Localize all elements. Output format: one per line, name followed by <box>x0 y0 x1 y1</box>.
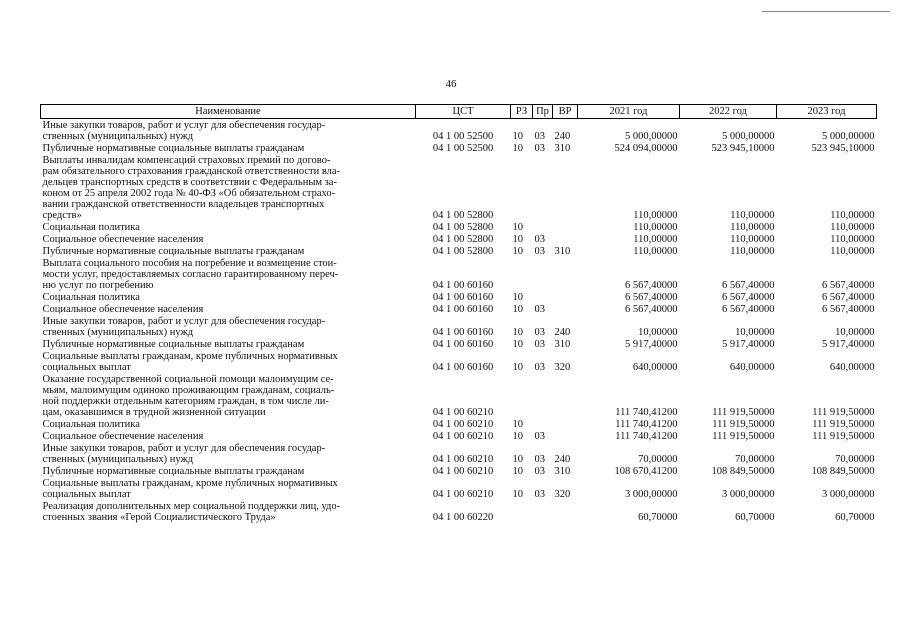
cell-name: Социальное обеспечение населения <box>42 431 204 442</box>
header-2023: 2023 год <box>777 105 877 119</box>
cell-name: Выплата социального пособия на погребение и возмещение стои- мости услуг, предоставляемых согласно гарантированному переч- ню услуг по погребению <box>42 258 339 291</box>
cell-cst: 04 1 00 60210 <box>432 419 494 430</box>
cell-pr: 03 <box>534 454 545 465</box>
cell-rz: 10 <box>512 131 523 142</box>
cell-y2021: 524 094,00000 <box>614 143 678 154</box>
cell-y2023: 5 000,00000 <box>822 131 875 142</box>
cell-vr: 320 <box>554 362 571 373</box>
header-rz: РЗ <box>511 105 533 119</box>
cell-cst: 04 1 00 60210 <box>432 466 494 477</box>
cell-cst: 04 1 00 52800 <box>432 222 494 233</box>
table-row <box>41 257 877 291</box>
cell-y2023: 110,00000 <box>830 210 875 221</box>
cell-cst: 04 1 00 52500 <box>432 131 494 142</box>
cell-name: Реализация дополнительных мер социальной поддержки лиц, удо- стоенных звания «Герой Социалистического Труда» <box>42 501 341 523</box>
cell-y2023: 640,00000 <box>829 362 875 373</box>
cell-cst: 04 1 00 52800 <box>432 234 494 245</box>
cell-y2021: 6 567,40000 <box>625 280 678 291</box>
cell-y2022: 6 567,40000 <box>722 280 775 291</box>
cell-name: Иные закупки товаров, работ и услуг для обеспечения государ- ственных (муниципальных) нужд <box>42 120 326 142</box>
cell-rz <box>511 257 533 291</box>
header-name: Наименование <box>41 105 416 119</box>
table-row <box>41 221 877 233</box>
cell-pr: 03 <box>534 466 545 477</box>
cell-y2022: 523 945,10000 <box>711 143 775 154</box>
cell-name: Социальная политика <box>42 292 140 303</box>
cell-name: Социальное обеспечение населения <box>42 234 204 245</box>
cell-pr <box>533 373 553 418</box>
cell-rz: 10 <box>512 419 523 430</box>
table-row <box>41 418 877 430</box>
cell-vr: 240 <box>554 131 571 142</box>
cell-pr: 03 <box>534 431 545 442</box>
cell-y2022: 6 567,40000 <box>722 304 775 315</box>
header-cst: ЦСТ <box>416 105 511 119</box>
cell-cst: 04 1 00 60210 <box>432 454 494 465</box>
cell-pr <box>533 291 553 303</box>
cell-rz: 10 <box>512 143 523 154</box>
cell-rz <box>511 154 533 221</box>
cell-cst: 04 1 00 60160 <box>432 362 494 373</box>
cell-rz: 10 <box>512 362 523 373</box>
cell-y2023: 10,00000 <box>835 327 875 338</box>
cell-cst: 04 1 00 60160 <box>432 280 494 291</box>
cell-vr <box>553 221 578 233</box>
cell-vr: 310 <box>554 246 571 257</box>
cell-name: Социальная политика <box>42 222 140 233</box>
cell-cst: 04 1 00 60210 <box>432 407 494 418</box>
cell-vr: 240 <box>554 327 571 338</box>
cell-vr <box>553 291 578 303</box>
cell-pr <box>533 257 553 291</box>
cell-pr: 03 <box>534 339 545 350</box>
table-row <box>41 350 877 373</box>
cell-y2023: 523 945,10000 <box>811 143 875 154</box>
cell-rz: 10 <box>512 222 523 233</box>
cell-vr <box>553 154 578 221</box>
cell-y2022: 10,00000 <box>735 327 775 338</box>
cell-y2022: 111 919,50000 <box>712 419 775 430</box>
table-header-row <box>41 105 877 119</box>
cell-cst: 04 1 00 52500 <box>432 143 494 154</box>
cell-cst: 04 1 00 60160 <box>432 327 494 338</box>
table-row <box>41 303 877 315</box>
cell-y2022: 110,00000 <box>730 234 775 245</box>
cell-y2021: 108 670,41200 <box>614 466 678 477</box>
cell-y2021: 10,00000 <box>638 327 678 338</box>
cell-name: Публичные нормативные социальные выплаты гражданам <box>42 466 305 477</box>
cell-pr: 03 <box>534 489 545 500</box>
cell-y2021: 6 567,40000 <box>625 304 678 315</box>
cell-y2022: 111 919,50000 <box>712 431 775 442</box>
cell-cst: 04 1 00 52800 <box>432 210 494 221</box>
cell-vr <box>553 430 578 442</box>
cell-pr: 03 <box>534 143 545 154</box>
cell-y2021: 110,00000 <box>633 210 678 221</box>
cell-pr: 03 <box>534 131 545 142</box>
cell-rz <box>511 500 533 523</box>
table-row <box>41 154 877 221</box>
cell-rz: 10 <box>512 327 523 338</box>
cell-y2023: 60,70000 <box>835 512 875 523</box>
cell-pr <box>533 221 553 233</box>
cell-y2021: 5 000,00000 <box>625 131 678 142</box>
cell-rz: 10 <box>512 304 523 315</box>
cell-cst: 04 1 00 60210 <box>432 489 494 500</box>
cell-name: Социальная политика <box>42 419 140 430</box>
header-2022: 2022 год <box>680 105 777 119</box>
cell-vr <box>553 257 578 291</box>
table-row <box>41 338 877 350</box>
cell-y2022: 70,00000 <box>735 454 775 465</box>
table-row <box>41 465 877 477</box>
cell-y2022: 3 000,00000 <box>722 489 775 500</box>
cell-y2021: 3 000,00000 <box>625 489 678 500</box>
cell-vr <box>553 418 578 430</box>
cell-pr <box>533 418 553 430</box>
cell-y2022: 108 849,50000 <box>711 466 775 477</box>
cell-y2023: 70,00000 <box>835 454 875 465</box>
cell-y2021: 640,00000 <box>632 362 678 373</box>
table-row <box>41 430 877 442</box>
cell-y2021: 111 740,41200 <box>615 419 678 430</box>
cell-vr <box>553 303 578 315</box>
cell-y2022: 5 000,00000 <box>722 131 775 142</box>
budget-table <box>40 104 877 523</box>
cell-rz: 10 <box>512 292 523 303</box>
table-row <box>41 291 877 303</box>
cell-y2022: 111 919,50000 <box>712 407 775 418</box>
cell-name: Публичные нормативные социальные выплаты гражданам <box>42 246 305 257</box>
cell-y2023: 111 919,50000 <box>812 419 875 430</box>
cell-y2023: 111 919,50000 <box>812 407 875 418</box>
cell-y2023: 6 567,40000 <box>822 304 875 315</box>
cell-vr <box>553 233 578 245</box>
cell-name: Иные закупки товаров, работ и услуг для обеспечения государ- ственных (муниципальных) нужд <box>42 316 326 338</box>
table-row <box>41 233 877 245</box>
cell-y2023: 108 849,50000 <box>811 466 875 477</box>
cell-vr <box>553 500 578 523</box>
table-row <box>41 442 877 465</box>
cell-rz: 10 <box>512 466 523 477</box>
cell-cst: 04 1 00 52800 <box>432 246 494 257</box>
cell-y2023: 110,00000 <box>830 234 875 245</box>
cell-y2022: 60,70000 <box>735 512 775 523</box>
cell-rz: 10 <box>512 234 523 245</box>
header-vr: ВР <box>553 105 578 119</box>
cell-rz <box>511 373 533 418</box>
cell-y2021: 60,70000 <box>638 512 678 523</box>
cell-y2022: 110,00000 <box>730 246 775 257</box>
cell-cst: 04 1 00 60160 <box>432 292 494 303</box>
cell-pr: 03 <box>534 327 545 338</box>
cell-y2021: 5 917,40000 <box>625 339 678 350</box>
cell-rz: 10 <box>512 339 523 350</box>
cell-pr: 03 <box>534 304 545 315</box>
cell-y2021: 110,00000 <box>633 222 678 233</box>
table-row <box>41 500 877 523</box>
cell-y2021: 110,00000 <box>633 246 678 257</box>
cell-name: Социальные выплаты гражданам, кроме публичных нормативных социальных выплат <box>42 478 338 500</box>
cell-vr: 310 <box>554 339 571 350</box>
cell-y2023: 110,00000 <box>830 246 875 257</box>
cell-y2023: 5 917,40000 <box>822 339 875 350</box>
cell-y2023: 111 919,50000 <box>812 431 875 442</box>
table-row <box>41 245 877 257</box>
cell-y2021: 6 567,40000 <box>625 292 678 303</box>
cell-cst: 04 1 00 60160 <box>432 339 494 350</box>
cell-name: Иные закупки товаров, работ и услуг для обеспечения государ- ственных (муниципальных) нужд <box>42 443 326 465</box>
table-row <box>41 119 877 143</box>
cell-y2022: 110,00000 <box>730 210 775 221</box>
cell-y2023: 6 567,40000 <box>822 280 875 291</box>
cell-y2021: 111 740,41200 <box>615 431 678 442</box>
cell-pr: 03 <box>534 246 545 257</box>
table-row <box>41 315 877 338</box>
cell-name: Оказание государственной социальной помощи малоимущим се- мьям, малоимущим одиноко проживающим гражданам, социаль- ной поддержки отдельным категориям граждан, в том числе ли- цам, оказавшимся в трудной жизненной ситуации <box>42 374 335 418</box>
cell-y2023: 3 000,00000 <box>822 489 875 500</box>
cell-name: Публичные нормативные социальные выплаты гражданам <box>42 339 305 350</box>
top-rule <box>762 11 890 12</box>
cell-vr: 310 <box>554 466 571 477</box>
cell-y2022: 110,00000 <box>730 222 775 233</box>
cell-name: Социальное обеспечение населения <box>42 304 204 315</box>
cell-y2023: 6 567,40000 <box>822 292 875 303</box>
cell-cst: 04 1 00 60220 <box>432 512 494 523</box>
cell-pr: 03 <box>534 362 545 373</box>
cell-rz: 10 <box>512 431 523 442</box>
cell-y2021: 70,00000 <box>638 454 678 465</box>
cell-pr <box>533 154 553 221</box>
cell-y2021: 111 740,41200 <box>615 407 678 418</box>
cell-name: Публичные нормативные социальные выплаты гражданам <box>42 143 305 154</box>
cell-vr <box>553 373 578 418</box>
cell-vr: 240 <box>554 454 571 465</box>
cell-y2022: 5 917,40000 <box>722 339 775 350</box>
cell-y2022: 640,00000 <box>729 362 775 373</box>
cell-rz: 10 <box>512 246 523 257</box>
cell-rz: 10 <box>512 454 523 465</box>
header-pr: Пр <box>533 105 553 119</box>
cell-name: Выплаты инвалидам компенсаций страховых премий по догово- рам обязательного страхования гражданской ответственности вла- дельцев транспортных средств в соответствии с Федеральным за- коном от 25 апреля 2002 года № 40-ФЗ «Об обязательном страхо- вании гражданской ответственности владельцев транспортных средств» <box>42 155 341 221</box>
cell-y2022: 6 567,40000 <box>722 292 775 303</box>
cell-rz: 10 <box>512 489 523 500</box>
cell-pr <box>533 500 553 523</box>
cell-y2021: 110,00000 <box>633 234 678 245</box>
table-row <box>41 477 877 500</box>
cell-vr: 310 <box>554 143 571 154</box>
cell-cst: 04 1 00 60160 <box>432 304 494 315</box>
table-row <box>41 373 877 418</box>
cell-vr: 320 <box>554 489 571 500</box>
cell-y2023: 110,00000 <box>830 222 875 233</box>
table-row <box>41 142 877 154</box>
cell-pr: 03 <box>534 234 545 245</box>
header-2021: 2021 год <box>578 105 680 119</box>
page-number: 46 <box>445 78 457 90</box>
cell-cst: 04 1 00 60210 <box>432 431 494 442</box>
cell-name: Социальные выплаты гражданам, кроме публичных нормативных социальных выплат <box>42 351 338 373</box>
